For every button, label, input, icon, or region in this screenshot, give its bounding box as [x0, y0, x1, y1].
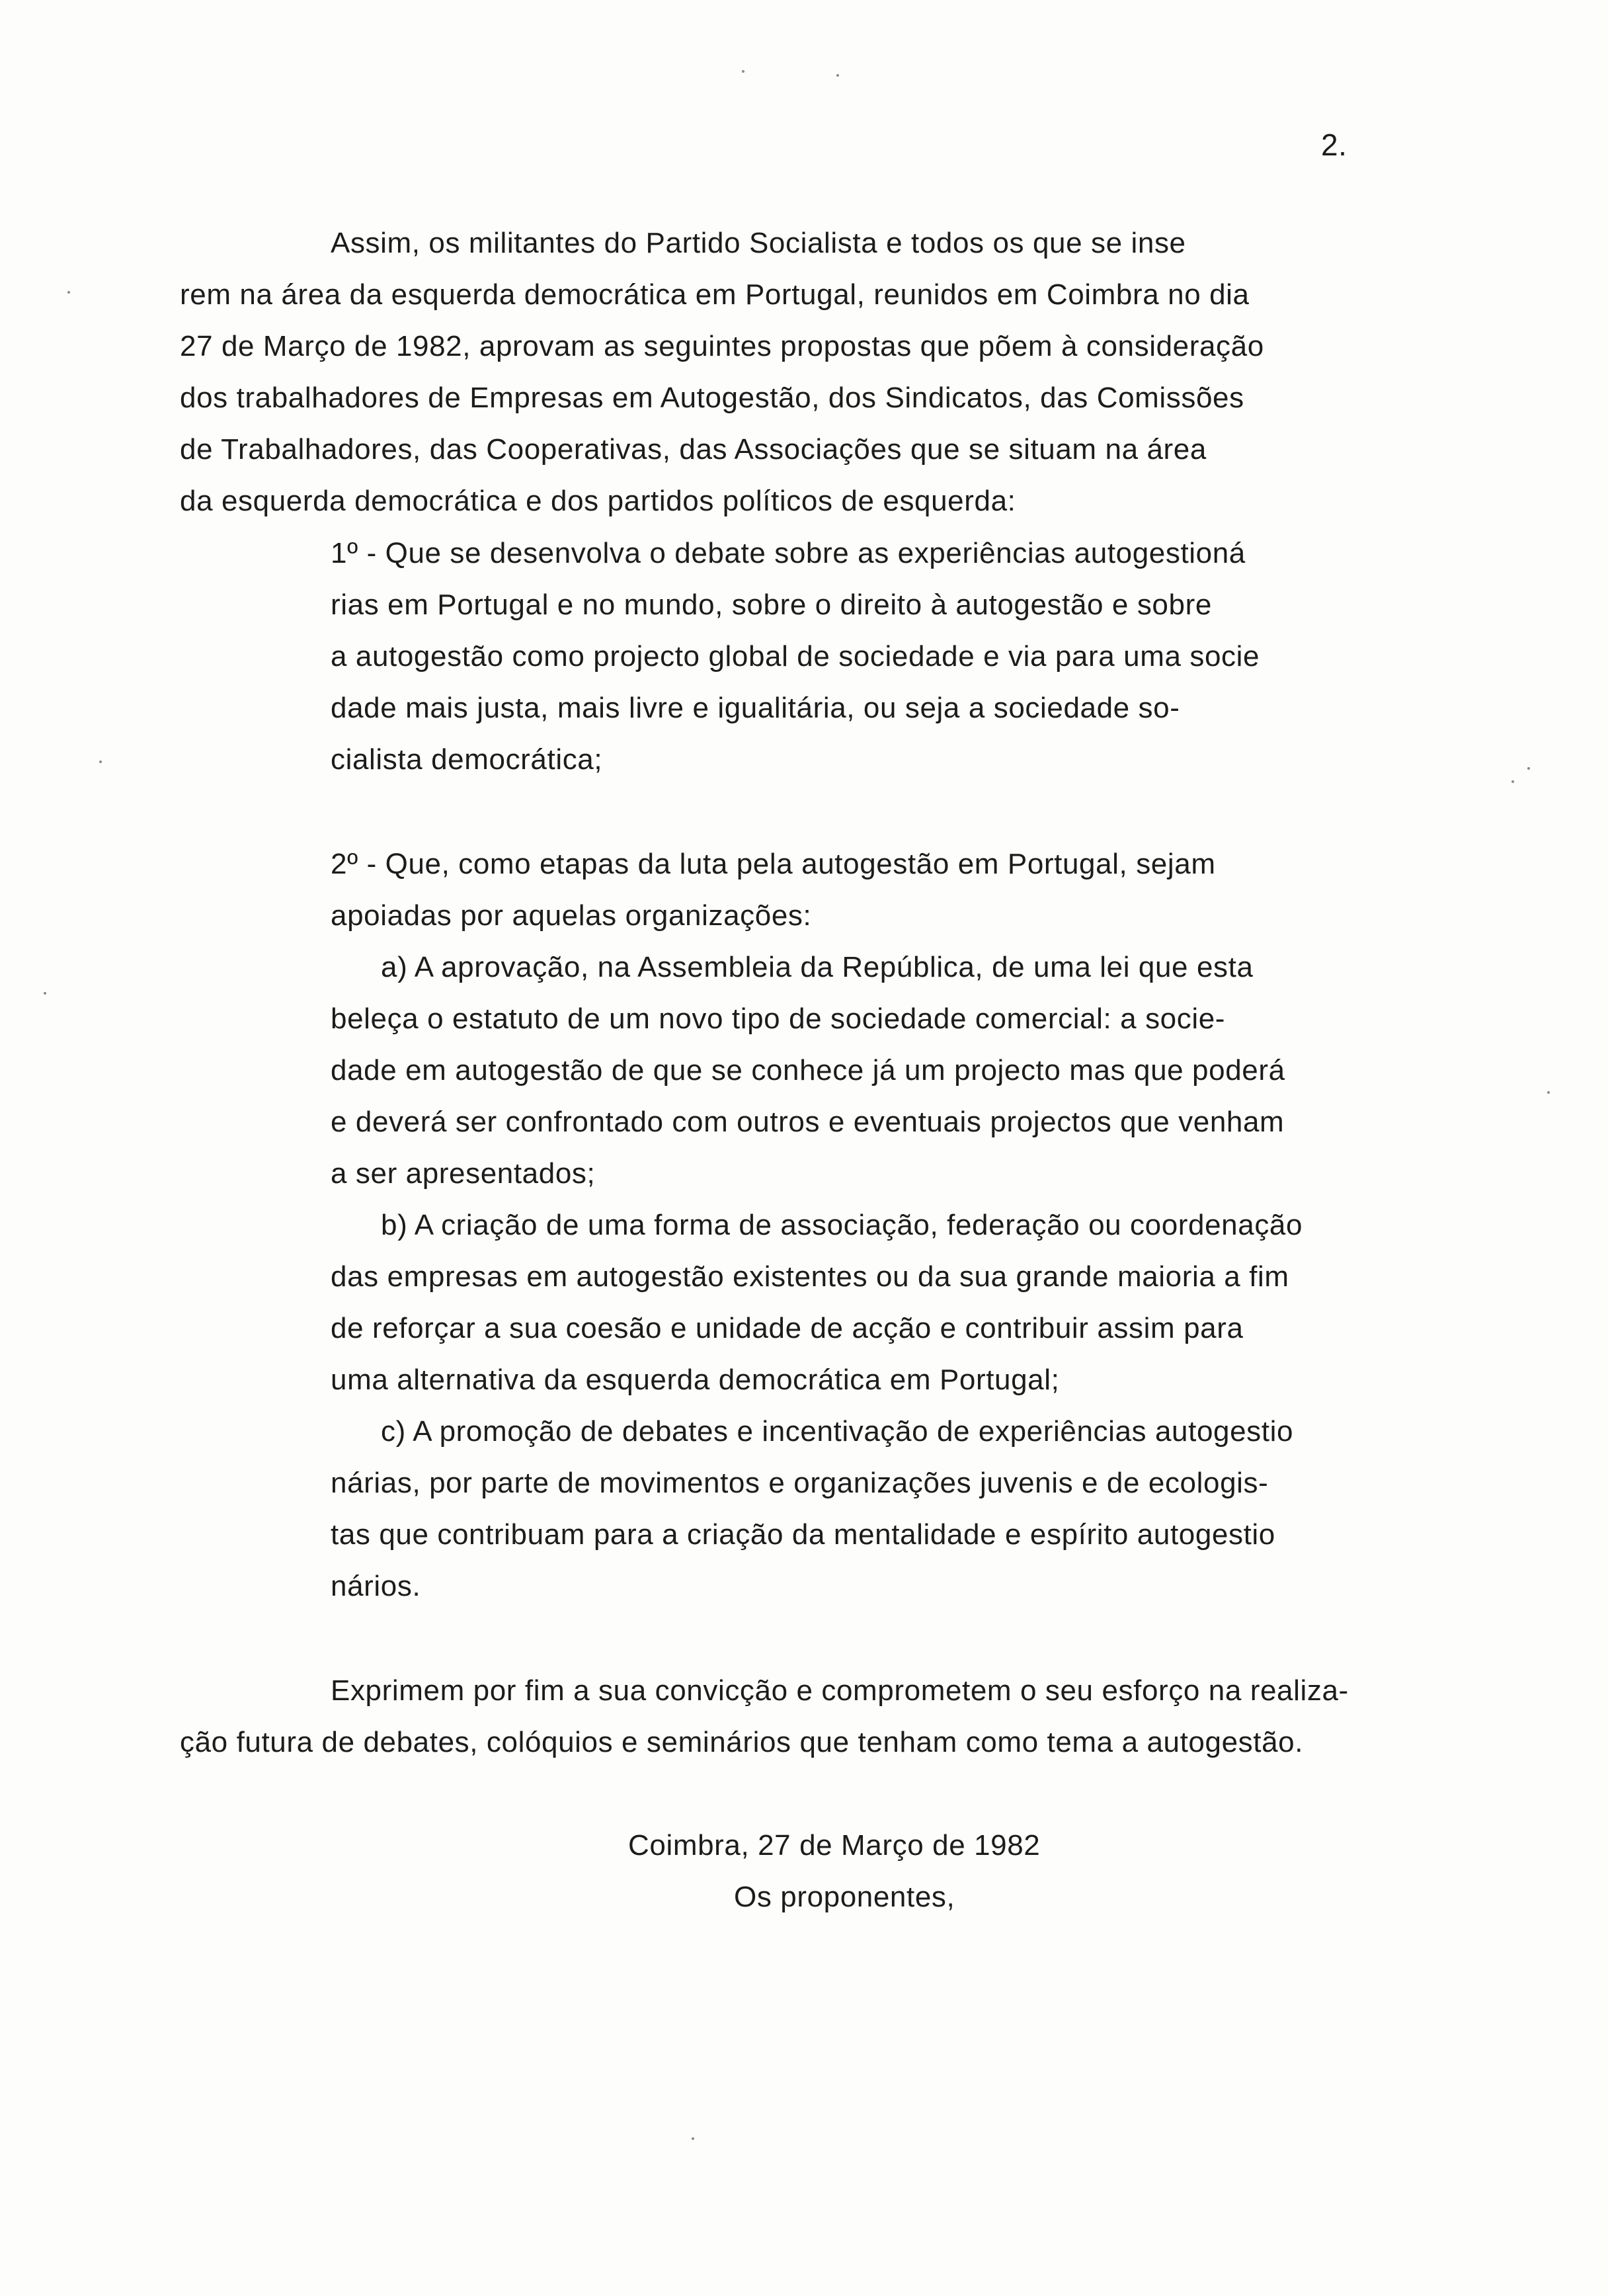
scan-speck [742, 70, 744, 73]
text-line: de Trabalhadores, das Cooperativas, das Associações que se situam na área [180, 433, 1207, 466]
text-line: Exprimem por fim a sua convicção e comprometem o seu esforço na realiza- [331, 1674, 1349, 1707]
text-line: tas que contribuam para a criação da mentalidade e espírito autogestio [331, 1518, 1275, 1551]
text-line: ção futura de debates, colóquios e seminários que tenham como tema a autogestão. [180, 1726, 1304, 1758]
scan-speck [67, 291, 70, 294]
text-line: rias em Portugal e no mundo, sobre o direito à autogestão e sobre [331, 589, 1212, 621]
scan-speck [836, 74, 839, 77]
place-and-date: Coimbra, 27 de Março de 1982 [628, 1829, 1041, 1862]
text-line: apoiadas por aquelas organizações: [331, 899, 812, 932]
text-line: dade em autogestão de que se conhece já um projecto mas que poderá [331, 1054, 1285, 1086]
text-line: a ser apresentados; [331, 1157, 596, 1190]
text-line: a autogestão como projecto global de sociedade e via para uma socie [331, 640, 1260, 673]
scan-speck [1547, 1091, 1550, 1094]
text-line: b) A criação de uma forma de associação, federação ou coordenação [381, 1209, 1303, 1241]
text-line: dos trabalhadores de Empresas em Autogestão, dos Sindicatos, das Comissões [180, 382, 1244, 414]
text-line: a) A aprovação, na Assembleia da República, de uma lei que esta [381, 951, 1254, 983]
text-line: dade mais justa, mais livre e igualitária, ou seja a sociedade so- [331, 692, 1180, 724]
text-line: 2º - Que, como etapas da luta pela autogestão em Portugal, sejam [331, 848, 1216, 880]
text-line: da esquerda democrática e dos partidos políticos de esquerda: [180, 485, 1016, 517]
text-line: 1º - Que se desenvolva o debate sobre as experiências autogestioná [331, 537, 1246, 569]
scan-speck [44, 992, 46, 995]
text-line: cialista democrática; [331, 743, 603, 776]
scan-speck [1511, 780, 1514, 783]
text-line: c) A promoção de debates e incentivação de experiências autogestio [381, 1415, 1294, 1448]
scan-speck [692, 2137, 694, 2140]
text-line: uma alternativa da esquerda democrática em Portugal; [331, 1364, 1060, 1396]
text-line: beleça o estatuto de um novo tipo de sociedade comercial: a socie- [331, 1003, 1226, 1035]
text-line: de reforçar a sua coesão e unidade de acção e contribuir assim para [331, 1312, 1244, 1344]
page-number: 2. [1321, 128, 1347, 162]
text-line: 27 de Março de 1982, aprovam as seguintes propostas que põem à consideração [180, 330, 1264, 362]
text-line: e deverá ser confrontado com outros e eventuais projectos que venham [331, 1106, 1285, 1138]
text-line: rem na área da esquerda democrática em Portugal, reunidos em Coimbra no dia [180, 278, 1250, 311]
text-line: Assim, os militantes do Partido Socialista e todos os que se inse [331, 227, 1186, 259]
scan-speck [1527, 767, 1530, 770]
signoff: Os proponentes, [734, 1881, 955, 1913]
text-line: nários. [331, 1570, 421, 1602]
text-line: nárias, por parte de movimentos e organizações juvenis e de ecologis- [331, 1467, 1269, 1499]
scan-speck [99, 760, 102, 763]
text-line: das empresas em autogestão existentes ou da sua grande maioria a fim [331, 1260, 1289, 1293]
